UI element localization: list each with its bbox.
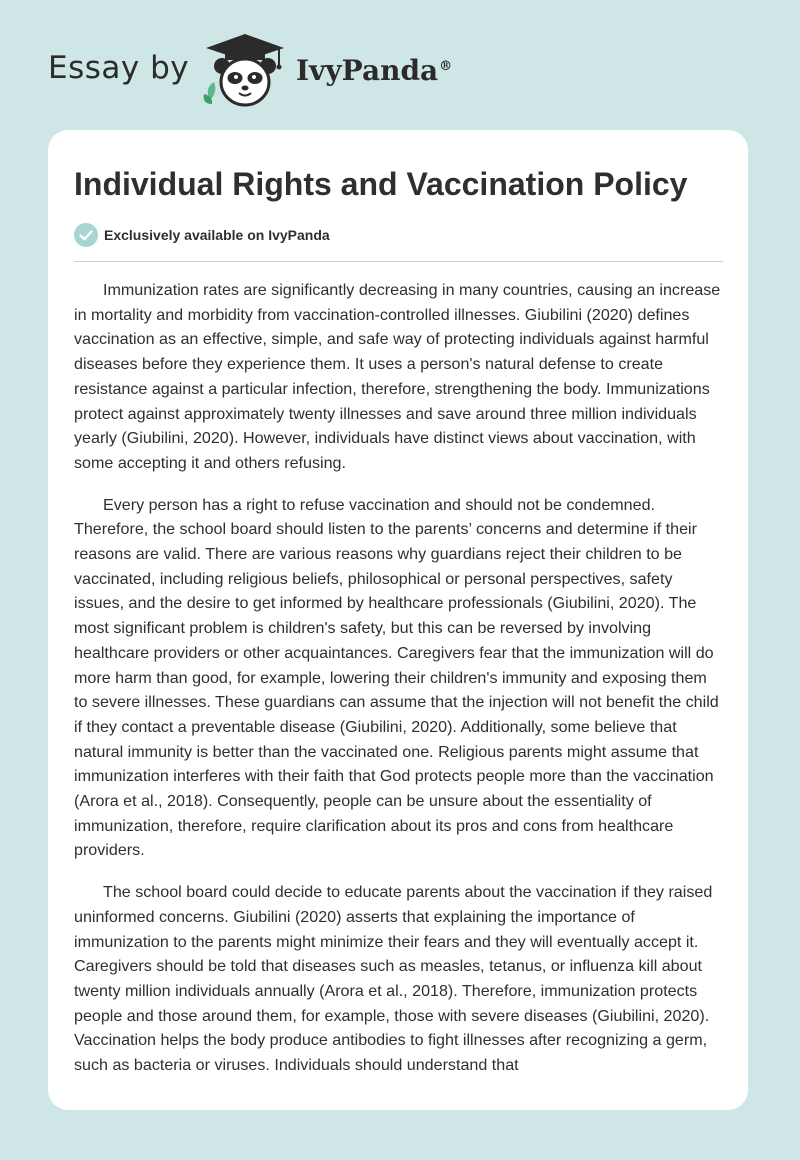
essay-card (48, 130, 748, 1110)
site-header (0, 0, 800, 130)
check-circle-icon (74, 223, 98, 247)
registered-mark: ® (439, 58, 453, 74)
exclusive-badge (74, 222, 330, 248)
paragraph: Every person has a right to refuse vaccination and should not be condemned. Therefore, the school board should listen to the parents’ concerns and determine if their reasons are valid. There are various reasons why guardians reject their children to be vaccinated, including religious beliefs, philosophical or personal perspectives, safety issues, and the desire to get informed by healthcare professionals (Giubilini, 2020). The most significant problem is children's safety, but this can be reversed by involving healthcare providers or other acquaintances. Caregivers fear that the immunization will do more harm than good, for example, lowering their children's immunity and exposing them to severe illnesses. These guardians can assume that the injection will not benefit the child if they contact a preventable disease (Giubilini, 2020). Additionally, some believe that natural immunity is better than the vaccinated one. Religious parents might assume that immunization interferes with their faith that God protects people more than the vaccination (Arora et al., 2018). Consequently, people can be unsure about the essentiality of immunization, therefore, require clarification about its pros and cons from healthcare providers. (74, 495, 719, 860)
exclusive-label: Exclusively available on IvyPanda (104, 227, 330, 243)
essay-body (74, 278, 724, 1095)
essay-title: Individual Rights and Vaccination Policy (74, 166, 688, 202)
paragraph: The school board could decide to educate parents about the vaccination if they raised uninformed concerns. Giubilini (2020) asserts that explaining the importance of immunization to the parents might minimize their fears and they will eventually accept it. Caregivers should be told that diseases such as measles, tetanus, or influenza kill about twenty million individuals annually (Arora et al., 2018). Therefore, immunization protects people and those around them, for example, those with severe diseases (Giubilini, 2020). Vaccination helps the body produce antibodies to fight illnesses after recognizing a germ, such as bacteria or viruses. Individuals should understand that (74, 883, 713, 1075)
brand-name-text: IvyPanda (296, 54, 439, 87)
title-divider (74, 261, 723, 262)
panda-graduate-logo-icon[interactable] (200, 30, 290, 110)
paragraph: Immunization rates are significantly decreasing in many countries, causing an increase in mortality and morbidity from vaccination-controlled illnesses. Giubilini (2020) defines vaccination as an effective, simple, and safe way of protecting individuals against harmful diseases before they experience them. It uses a person's natural defense to create resistance against a particular infection, therefore, strengthening the body. Immunizations protect against approximately twenty illnesses and save around three million individuals yearly (Giubilini, 2020). However, individuals have distinct views about vaccination, with some accepting it and others refusing. (74, 281, 721, 472)
brand-name[interactable] (296, 54, 452, 87)
essay-by-label: Essay by (48, 50, 190, 86)
